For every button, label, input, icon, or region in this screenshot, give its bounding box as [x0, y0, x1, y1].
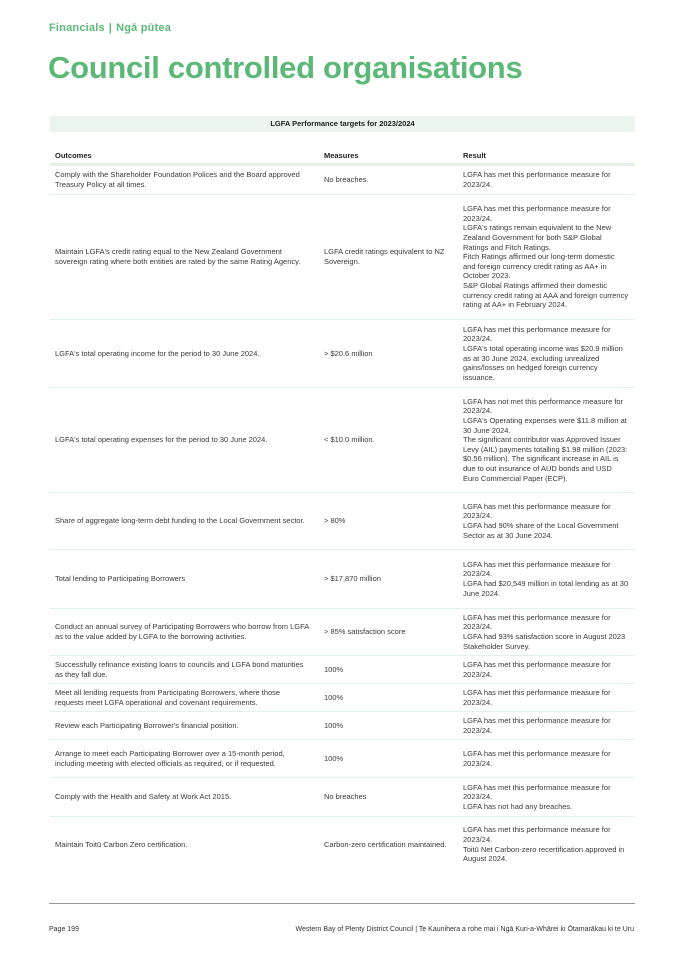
- table-row: [50, 195, 635, 320]
- result-cell: LGFA has met this performance measure for 2023/24. LGFA had 93% satisfaction score in August 2023 Stakeholder Survey.: [463, 612, 626, 651]
- footer-divider: [49, 903, 635, 904]
- measure-cell: > $20.6 million: [324, 348, 373, 358]
- table-row: [50, 817, 635, 872]
- measure-cell: < $10.0 million.: [324, 435, 375, 445]
- measure-cell: 100%: [324, 753, 344, 763]
- result-cell: LGFA has met this performance measure for 2023/24. LGFA's total operating income was $20.9 million as at 30 June 2024, excluding unrealized gains/losses on hedged foreign currency issuance.: [463, 324, 623, 382]
- table-row: [50, 388, 635, 493]
- outcome-cell: Total lending to Participating Borrowers: [55, 574, 186, 584]
- table-row: [50, 550, 635, 609]
- outcome-cell: Conduct an annual survey of Participating Borrowers who borrow from LGFA as to the value added by LGFA to the borrowing activities.: [55, 622, 309, 641]
- result-cell: LGFA has not met this performance measure for 2023/24. LGFA's Operating expenses were $11.8 million at 30 June 2024. The significant contributor was Approved Issuer Levy (AIL) payments totalling $1.98 million (2023: $0.56 million). The significant increase in AIL is due to out insurance of AUD bonds and USD Euro Commercial Paper (ECP).: [463, 396, 628, 483]
- outcome-cell: Arrange to meet each Participating Borrower over a 15-month period, including meeting with elected officials as required, or if requested.: [55, 748, 285, 768]
- header-measures: Measures: [324, 151, 359, 160]
- page-number: Page 199: [49, 926, 79, 933]
- result-cell: LGFA has met this performance measure for 2023/24.: [463, 748, 611, 768]
- table-row: [50, 740, 635, 778]
- result-cell: LGFA has met this performance measure for 2023/24.: [463, 659, 611, 679]
- table-row: [50, 493, 635, 550]
- result-cell: LGFA has met this performance measure for 2023/24.: [463, 170, 611, 189]
- table-row: [50, 778, 635, 817]
- result-cell: LGFA has met this performance measure for 2023/24. LGFA had $20,549 million in total lending as at 30 June 2024.: [463, 559, 629, 598]
- header-outcomes: Outcomes: [55, 151, 92, 160]
- table-header: [50, 148, 635, 166]
- table-row: [50, 712, 635, 740]
- measure-cell: 100%: [324, 692, 344, 702]
- table-row: [50, 320, 635, 388]
- header-result: Result: [463, 151, 486, 160]
- result-cell: LGFA has met this performance measure for 2023/24. LGFA's ratings remain equivalent to the New Zealand Government for both S&P Global Ratings and Fitch Ratings. Fitch Ratings affirmed our long-term domestic and foreign currency credit rating as AA+ in October 2023. S&P Global Ratings affirmed their domestic currency credit rating at AAA and foreign currency rating at AA+ in February 2024.: [463, 204, 629, 310]
- table-row: [50, 166, 635, 195]
- publisher-line: Western Bay of Plenty District Council | Te Kaunihera a rohe mai i Ngā Kuri-a-Whārei ki Ōtamarākau ki te Uru: [295, 926, 634, 933]
- breadcrumb: [49, 22, 171, 34]
- breadcrumb-sub: Ngā pūtea: [116, 22, 172, 34]
- result-cell: LGFA has met this performance measure for 2023/24.: [463, 715, 611, 735]
- measure-cell: LGFA credit ratings equivalent to NZ Sovereign.: [324, 247, 445, 266]
- outcome-cell: Maintain Toitū Carbon Zero certification.: [55, 839, 188, 849]
- outcome-cell: Successfully refinance existing loans to councils and LGFA bond maturities as they fall due.: [55, 659, 304, 679]
- table-row: [50, 684, 635, 712]
- outcome-cell: Maintain LGFA's credit rating equal to the New Zealand Government sovereign rating where both entities are rated by the same Rating Agency.: [55, 247, 301, 266]
- measure-cell: No breaches: [324, 792, 367, 802]
- outcome-cell: Meet all lending requests from Participating Borrowers, where those requests meet LGFA operational and covenant requirements.: [55, 687, 281, 707]
- measure-cell: Carbon-zero certification maintained.: [324, 839, 447, 849]
- breadcrumb-section: Financials: [49, 22, 105, 34]
- outcome-cell: LGFA's total operating expenses for the period to 30 June 2024.: [55, 435, 268, 445]
- measure-cell: > $17,870 million: [324, 574, 381, 584]
- outcome-cell: Comply with the Health and Safety at Work Act 2015.: [55, 792, 232, 802]
- outcome-cell: Share of aggregate long-term debt funding to the Local Government sector.: [55, 516, 305, 526]
- breadcrumb-separator: |: [108, 22, 113, 34]
- measure-cell: > 85% satisfaction score: [324, 627, 406, 637]
- outcome-cell: Review each Participating Borrower's financial position.: [55, 720, 239, 730]
- outcome-cell: LGFA's total operating income for the period to 30 June 2024.: [55, 348, 260, 358]
- measure-cell: No breaches.: [324, 175, 369, 185]
- table-row: [50, 609, 635, 656]
- result-cell: LGFA has met this performance measure for 2023/24. LGFA had 90% share of the Local Government Sector as at 30 June 2024.: [463, 501, 619, 540]
- page-title: Council controlled organisations: [48, 50, 523, 85]
- table-row: [50, 656, 635, 684]
- result-cell: LGFA has met this performance measure for 2023/24.: [463, 687, 611, 707]
- measure-cell: > 80%: [324, 516, 346, 526]
- table-title: LGFA Performance targets for 2023/2024: [50, 116, 635, 132]
- measure-cell: 100%: [324, 720, 344, 730]
- result-cell: LGFA has met this performance measure for 2023/24. LGFA has not had any breaches.: [463, 782, 611, 811]
- measure-cell: 100%: [324, 664, 344, 674]
- result-cell: LGFA has met this performance measure for 2023/24. Toitū Net Carbon-zero recertification approved in August 2024.: [463, 825, 625, 864]
- outcome-cell: Comply with the Shareholder Foundation Polices and the Board approved Treasury Policy at all times.: [55, 170, 300, 189]
